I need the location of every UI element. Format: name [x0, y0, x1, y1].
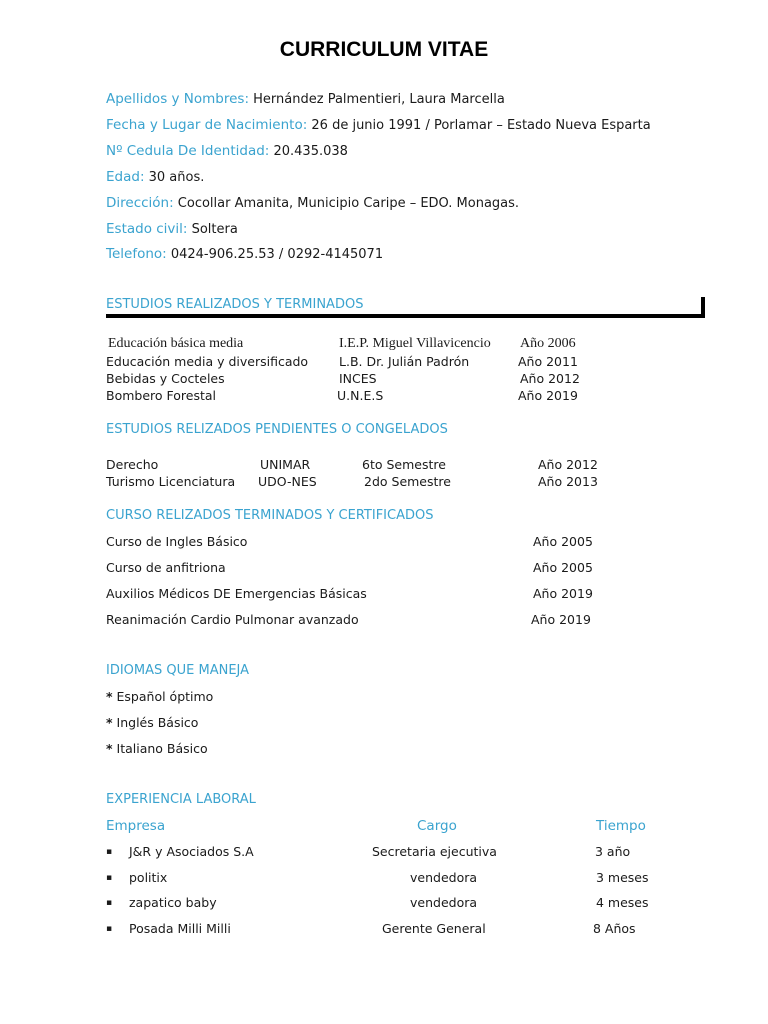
curso-cell: Curso de anfitriona	[106, 560, 226, 575]
tiempo-cell: 3 meses	[596, 870, 649, 885]
field-label: Telefono:	[106, 246, 167, 262]
institucion-cell: L.B. Dr. Julián Padrón	[339, 354, 470, 369]
cargo-cell: Secretaria ejecutiva	[372, 844, 497, 859]
section-divider-line	[106, 314, 704, 318]
cargo-cell: vendedora	[410, 895, 478, 910]
section-heading-experiencia: EXPERIENCIA LABORAL	[106, 792, 256, 807]
empresa-cell: politix	[129, 870, 168, 885]
field-value: 0424-906.25.53 / 0292-4145071	[166, 247, 384, 262]
institucion-cell: UNIMAR	[260, 457, 311, 472]
section-heading-idiomas: IDIOMAS QUE MANEJA	[106, 663, 250, 678]
column-header-cargo: Cargo	[417, 818, 457, 834]
field-label: Fecha y Lugar de Nacimiento:	[106, 117, 308, 133]
personal-row-nombres	[106, 91, 505, 107]
anio-cell: Año 2005	[533, 534, 593, 549]
semestre-cell: 2do Semestre	[364, 474, 451, 489]
anio-cell: Año 2005	[533, 560, 593, 575]
list-item	[106, 741, 208, 756]
square-bullet-icon: ▪	[106, 924, 113, 934]
asterisk-icon: *	[106, 741, 113, 756]
tiempo-cell: 4 meses	[596, 895, 649, 910]
personal-row-telefono	[106, 246, 383, 262]
field-value: 26 de junio 1991 / Porlamar – Estado Nueva Esparta	[307, 118, 651, 133]
field-value: 20.435.038	[269, 144, 348, 159]
square-bullet-icon: ▪	[106, 873, 113, 883]
anio-cell: Año 2012	[538, 457, 598, 472]
section-heading-estudios-terminados: ESTUDIOS REALIZADOS Y TERMINADOS	[106, 297, 364, 312]
section-divider-corner	[701, 297, 705, 318]
field-label: Apellidos y Nombres:	[106, 91, 250, 107]
idioma-text: Inglés Básico	[112, 715, 199, 730]
personal-row-nacimiento	[106, 117, 651, 133]
tiempo-cell: 3 año	[595, 844, 631, 859]
column-header-empresa: Empresa	[106, 818, 166, 834]
empresa-cell: zapatico baby	[129, 895, 217, 910]
anio-cell: Año 2019	[518, 388, 578, 403]
list-item	[106, 715, 198, 730]
anio-cell: Año 2006	[520, 336, 576, 351]
square-bullet-icon: ▪	[106, 847, 113, 857]
personal-row-estado-civil	[106, 221, 238, 237]
field-label: Edad:	[106, 169, 145, 185]
anio-cell: Año 2011	[518, 354, 578, 369]
field-label: Estado civil:	[106, 221, 188, 237]
institucion-cell: U.N.E.S	[337, 388, 384, 403]
empresa-cell: J&R y Asociados S.A	[129, 844, 254, 859]
carrera-cell: Derecho	[106, 457, 159, 472]
field-value: Cocollar Amanita, Municipio Caripe – EDO. Monagas.	[173, 196, 520, 211]
institucion-cell: I.E.P. Miguel Villavicencio	[339, 336, 491, 351]
cargo-cell: Gerente General	[382, 921, 486, 936]
estudio-cell: Educación media y diversificado	[106, 354, 309, 369]
column-header-tiempo: Tiempo	[596, 818, 646, 834]
asterisk-icon: *	[106, 689, 113, 704]
anio-cell: Año 2013	[538, 474, 598, 489]
institucion-cell: INCES	[339, 371, 377, 386]
semestre-cell: 6to Semestre	[362, 457, 446, 472]
tiempo-cell: 8 Años	[593, 921, 636, 936]
square-bullet-icon: ▪	[106, 898, 113, 908]
idioma-text: Italiano Básico	[112, 741, 208, 756]
section-heading-estudios-pendientes: ESTUDIOS RELIZADOS PENDIENTES O CONGELADOS	[106, 422, 448, 437]
curso-cell: Auxilios Médicos DE Emergencias Básicas	[106, 586, 367, 601]
personal-row-cedula	[106, 143, 348, 159]
field-value: Soltera	[187, 222, 238, 237]
personal-row-edad	[106, 169, 204, 185]
personal-row-direccion	[106, 195, 519, 211]
anio-cell: Año 2019	[533, 586, 593, 601]
field-value: Hernández Palmentieri, Laura Marcella	[249, 92, 505, 107]
list-item	[106, 689, 213, 704]
field-label: Nº Cedula De Identidad:	[106, 143, 270, 159]
institucion-cell: UDO-NES	[258, 474, 317, 489]
section-heading-cursos: CURSO RELIZADOS TERMINADOS Y CERTIFICADOS	[106, 508, 434, 523]
field-label: Dirección:	[106, 195, 174, 211]
curso-cell: Curso de Ingles Básico	[106, 534, 248, 549]
field-value: 30 años.	[144, 170, 205, 185]
estudio-cell: Bebidas y Cocteles	[106, 371, 225, 386]
idioma-text: Español óptimo	[112, 689, 214, 704]
empresa-cell: Posada Milli Milli	[129, 921, 231, 936]
anio-cell: Año 2012	[520, 371, 580, 386]
document-title: CURRICULUM VITAE	[279, 38, 489, 61]
anio-cell: Año 2019	[531, 612, 591, 627]
cargo-cell: vendedora	[410, 870, 478, 885]
estudio-cell: Educación básica media	[108, 336, 244, 351]
carrera-cell: Turismo Licenciatura	[106, 474, 236, 489]
estudio-cell: Bombero Forestal	[106, 388, 217, 403]
curso-cell: Reanimación Cardio Pulmonar avanzado	[106, 612, 359, 627]
asterisk-icon: *	[106, 715, 113, 730]
